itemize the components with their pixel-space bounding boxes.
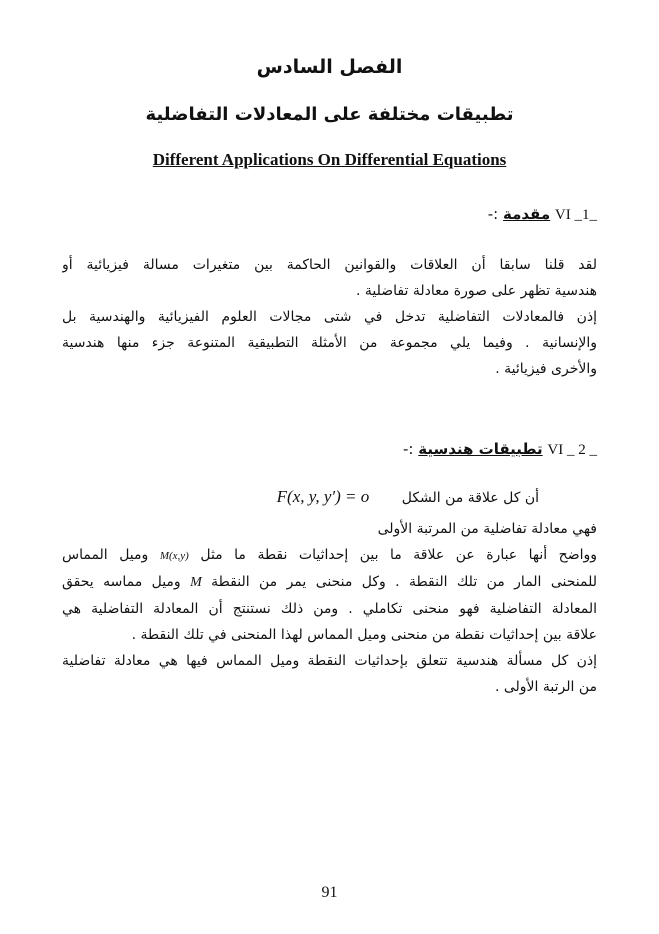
- paragraph-line: علاقة بين إحداثيات نقطة من منحنى وميل المماس لهذا المنحنى في تلك النقطة .: [131, 627, 597, 643]
- section-2-number: VI _ 2 _: [547, 442, 597, 458]
- line-text: وميل مماسه يحقق: [62, 574, 181, 590]
- section-1-title: مقدمة: [503, 205, 551, 223]
- paragraph-line: هندسية تظهر على صورة معادلة تفاضلية .: [355, 283, 597, 299]
- line-text: وميل المماس: [62, 547, 149, 563]
- section-1-paragraph: [62, 252, 597, 382]
- chapter-title: الفصل السادس: [256, 56, 403, 78]
- section-2-paragraph: [62, 516, 597, 700]
- section-1-suffix: :-: [487, 205, 499, 223]
- paragraph-line: والإنسانية . وفيما يلي مجموعة من الأمثلة التطبيقية المتنوعة جزء منها هندسية: [62, 335, 597, 351]
- paragraph-line: والأخرى فيزيائية .: [495, 361, 597, 377]
- line-text: للمنحنى المار من تلك النقطة . وكل منحنى يمر من النقطة: [211, 574, 597, 590]
- point-notation: M(x,y): [159, 550, 189, 562]
- english-chapter-subtitle: Different Applications On Differential Equations: [152, 150, 507, 169]
- paragraph-line: إذن فالمعادلات التفاضلية تدخل في شتى مجالات العلوم الفيزيائية والهندسية بل: [62, 309, 597, 325]
- section-2-suffix: :-: [403, 440, 414, 458]
- formula-intro: أن كل علاقة من الشكل: [401, 490, 539, 506]
- section-1-number: VI _1_: [554, 207, 597, 223]
- paragraph-line-with-point: [62, 569, 597, 596]
- paragraph-line: المعادلة التفاضلية فهو منحنى تكاملي . ومن ذلك نستنتج أن المعادلة التفاضلية هي: [62, 601, 597, 617]
- formula-line: [277, 487, 539, 507]
- differential-formula: F(x, y, y′) = o: [276, 487, 370, 506]
- line-text: وواضح أنها عبارة عن علاقة ما بين إحداثيات نقطة ما مثل: [200, 547, 597, 563]
- paragraph-line: من الرتبة الأولى .: [494, 679, 597, 695]
- arabic-chapter-subtitle: تطبيقات مختلفة على المعادلات التفاضلية: [145, 104, 514, 125]
- point-notation: M: [190, 575, 202, 590]
- section-1-heading: [488, 205, 597, 224]
- paragraph-line-with-point: [62, 542, 597, 569]
- paragraph-line: لقد قلنا سابقا أن العلاقات والقوانين الحاكمة بين متغيرات مسالة فيزيائية أو: [62, 257, 597, 273]
- section-2-title: تطبيقات هندسية: [418, 440, 543, 458]
- page-number: 91: [321, 884, 338, 901]
- section-2-heading: [403, 440, 597, 459]
- paragraph-line: فهي معادلة تفاضلية من المرتبة الأولى: [377, 521, 597, 537]
- paragraph-line: إذن كل مسألة هندسية تتعلق بإحداثيات النقطة وميل المماس فيها هي معادلة تفاضلية: [62, 653, 597, 669]
